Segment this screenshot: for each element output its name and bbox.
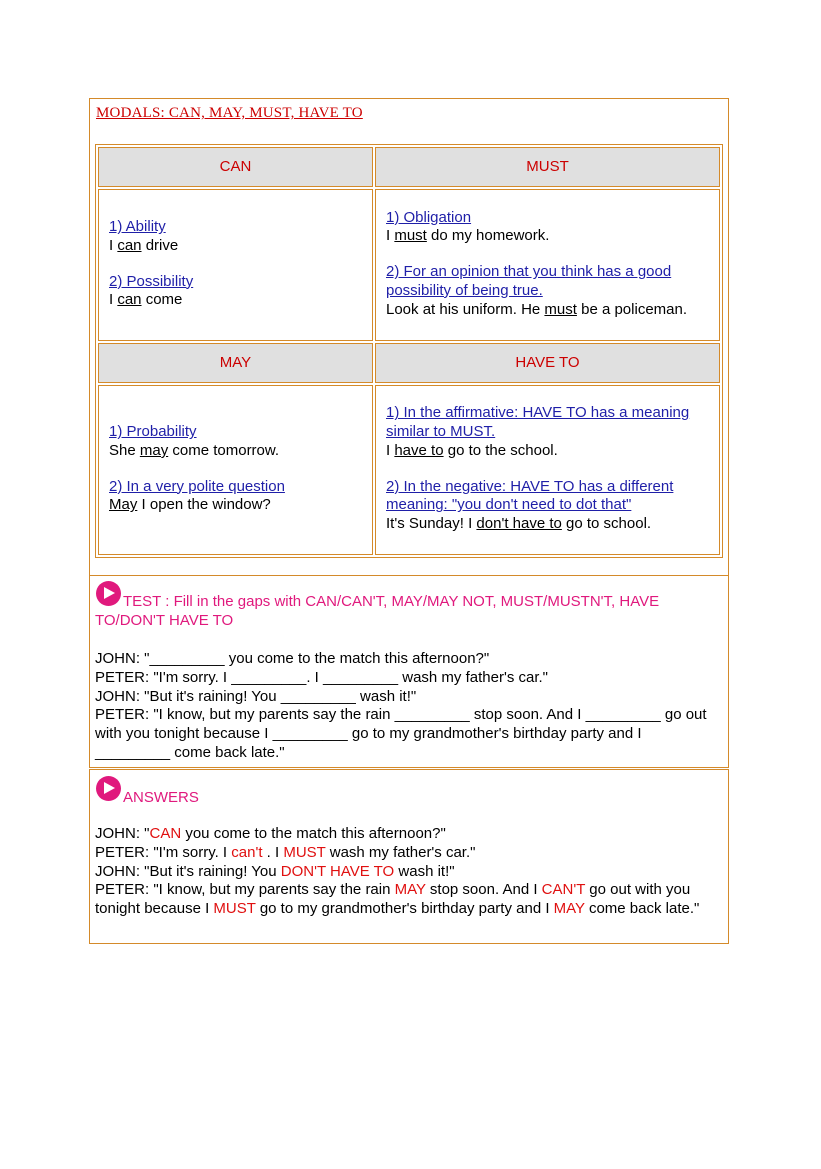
may-probability-example: She may come tomorrow. xyxy=(109,441,280,459)
test-line-4: PETER: "I know, but my parents say the rain _________ stop soon. And I _________ go out with you tonight because I _________ go to my grandmother's birthday party and I _________ come back late." xyxy=(95,706,707,761)
heading-have-to: HAVE TO xyxy=(375,343,720,383)
answer-line-3: JOHN: "But it's raining! You DON'T HAVE TO wash it!" xyxy=(95,862,455,880)
test-line-2: PETER: "I'm sorry. I _________. I _________ wash my father's car." xyxy=(95,668,548,686)
must-opinion-label[interactable]: 2) For an opinion that you think has a good possibility of being true. xyxy=(386,263,672,299)
must-opinion-example: Look at his uniform. He must be a policeman. xyxy=(386,300,688,318)
can-ability-example: I can drive xyxy=(109,236,179,254)
may-probability-label[interactable]: 1) Probability xyxy=(109,423,197,441)
answers-dialog xyxy=(95,825,720,919)
cell-have-to xyxy=(375,385,720,555)
may-polite-label[interactable]: 2) In a very polite question xyxy=(109,477,285,495)
answers-heading: ANSWERS xyxy=(123,789,199,806)
must-obligation-example: I must do my homework. xyxy=(386,227,550,245)
answer-line-4: PETER: "I know, but my parents say the rain MAY stop soon. And I CAN'T go out with you tonight because I MUST go to my grandmother's birthday party and I MAY come back late." xyxy=(95,881,700,918)
test-line-1: JOHN: "_________ you come to the match this afternoon?" xyxy=(95,650,490,667)
answers-section xyxy=(89,769,729,944)
have-to-negative-label[interactable]: 2) In the negative: HAVE TO has a different meaning: "you don't need to dot that" xyxy=(386,477,674,514)
heading-may: MAY xyxy=(98,343,373,383)
have-to-affirmative-example: I have to go to the school. xyxy=(386,441,558,459)
cell-must xyxy=(375,189,720,341)
arrow-icon xyxy=(96,776,121,801)
page-title: MODALS: CAN, MAY, MUST, HAVE TO xyxy=(96,105,363,121)
test-line-3: JOHN: "But it's raining! You _________ wash it!" xyxy=(95,687,417,705)
heading-must: MUST xyxy=(375,147,720,187)
have-to-affirmative-label[interactable]: 1) In the affirmative: HAVE TO has a meaning similar to MUST. xyxy=(386,404,690,441)
can-possibility-label[interactable]: 2) Possibility xyxy=(109,272,194,290)
can-possibility-example: I can come xyxy=(109,291,183,309)
answer-line-1: JOHN: "CAN you come to the match this afternoon?" xyxy=(95,825,446,842)
test-heading: TEST : Fill in the gaps with CAN/CAN'T, MAY/MAY NOT, MUST/MUSTN'T, HAVE TO/DON'T HAVE TO xyxy=(95,593,660,629)
modals-table xyxy=(95,144,723,558)
must-obligation-label[interactable]: 1) Obligation xyxy=(386,208,472,226)
cell-can xyxy=(98,189,373,341)
test-dialog xyxy=(95,650,720,763)
may-polite-example: May I open the window? xyxy=(109,496,271,514)
can-ability-label[interactable]: 1) Ability xyxy=(109,218,166,236)
cell-may xyxy=(98,385,373,555)
answer-line-2: PETER: "I'm sorry. I can't . I MUST wash my father's car." xyxy=(95,843,476,861)
test-section xyxy=(89,575,729,768)
have-to-negative-example: It's Sunday! I don't have to go to school. xyxy=(386,514,652,532)
heading-can: CAN xyxy=(98,147,373,187)
